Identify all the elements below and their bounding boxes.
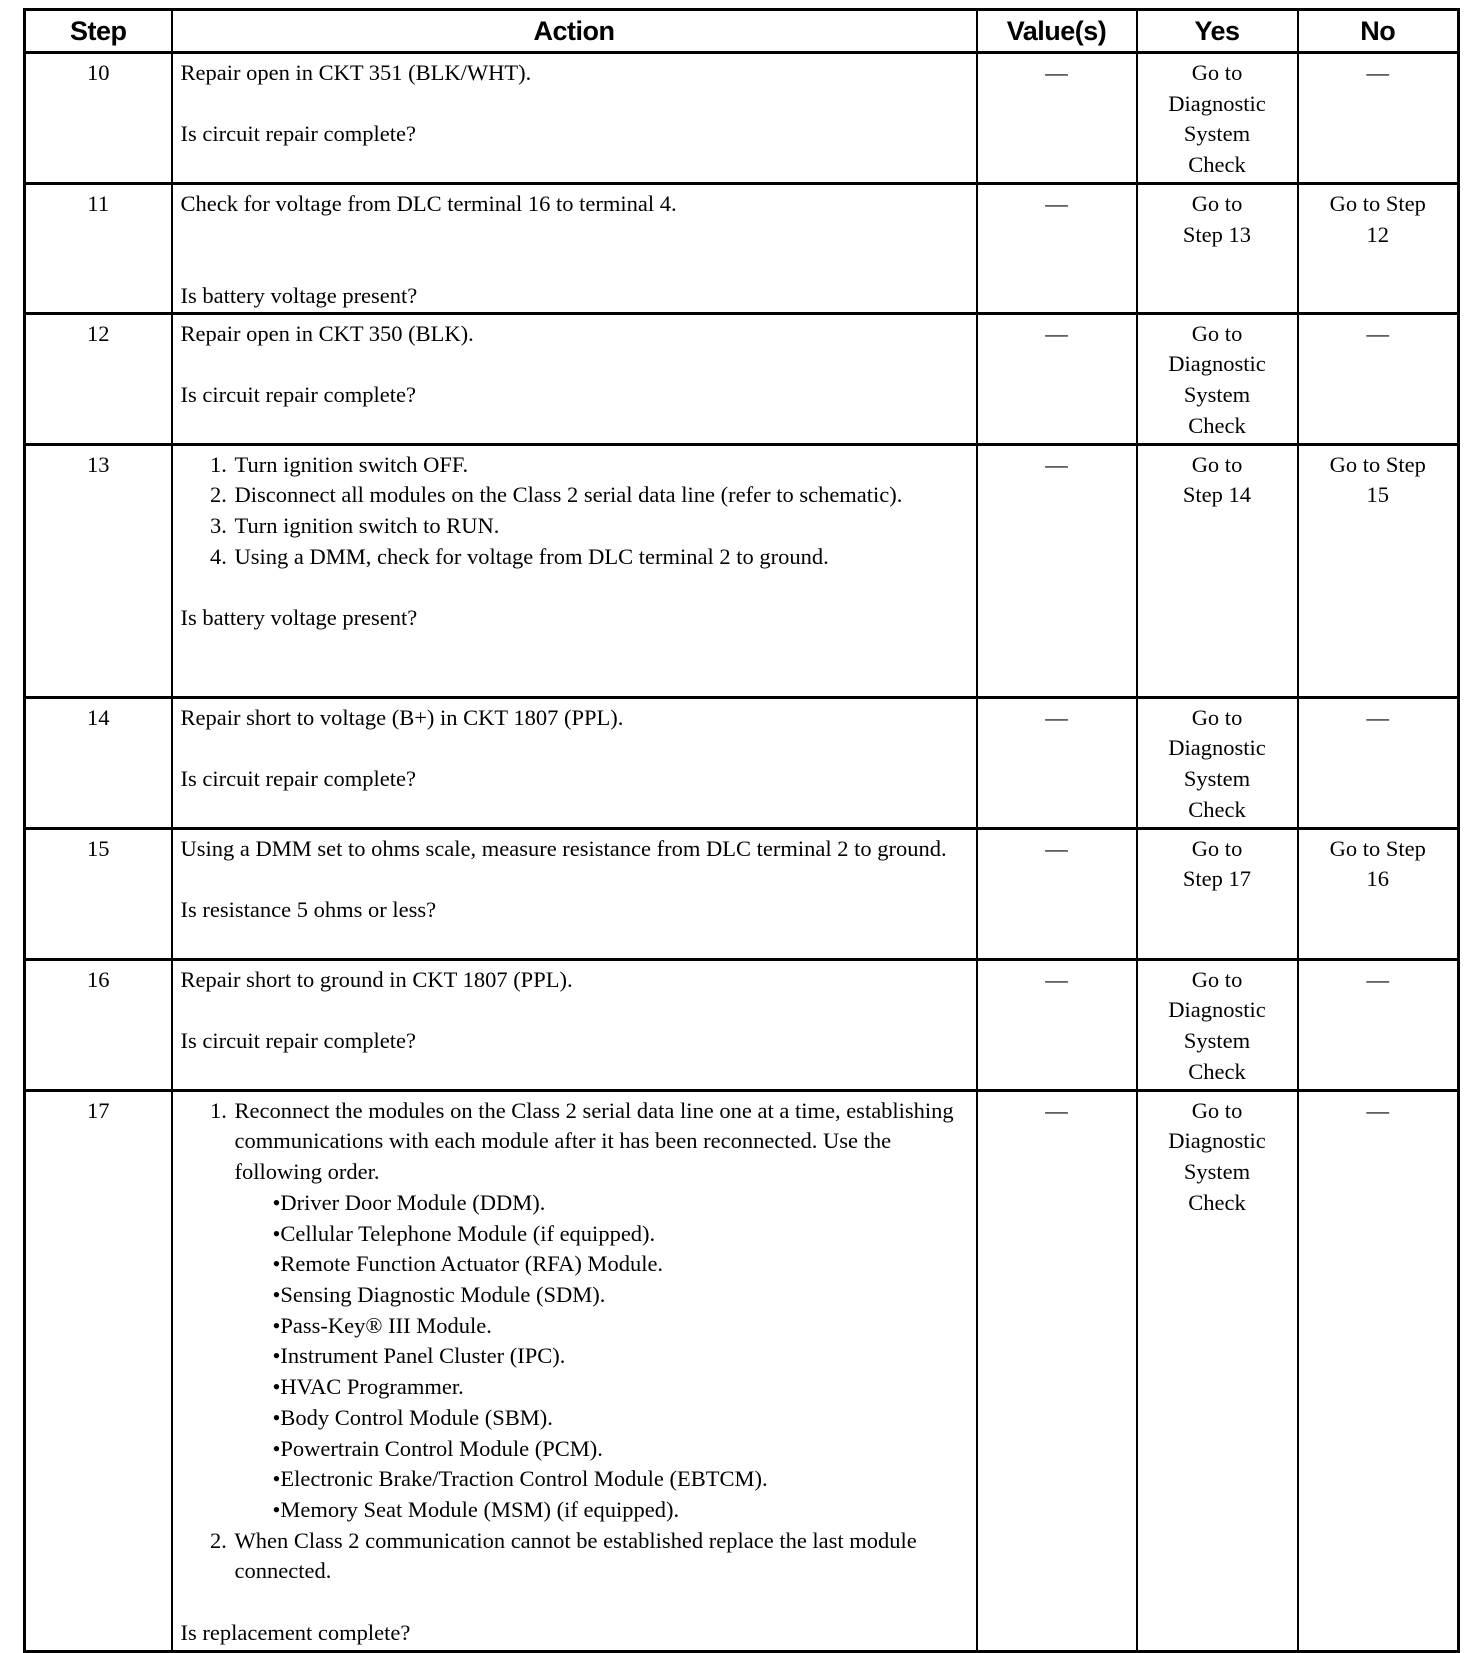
value-cell: — [977,828,1137,959]
yes-line: Step 14 [1182,482,1252,508]
table-row [25,1090,1459,1651]
yes-cell [1137,53,1298,184]
step-number: 17 [25,1090,172,1651]
module-item: • Sensing Diagnostic Module (SDM). [271,1280,966,1311]
action-steps [181,1096,966,1587]
module-item: • Electronic Brake/Traction Control Module (EBTCM). [271,1464,966,1495]
question-text: Is replacement complete? [180,1619,411,1645]
action-step: 2. When Class 2 communication cannot be established replace the last module connected. [233,1526,966,1587]
header-values: Value(s) [977,10,1137,53]
module-item: • HVAC Programmer. [271,1372,966,1403]
action-text: Repair open in CKT 350 (BLK). [180,320,474,346]
yes-line: System [1183,1159,1251,1185]
no-cell: — [1298,313,1459,444]
table-row [25,53,1459,184]
yes-line: Check [1188,1189,1246,1215]
header-no: No [1298,10,1459,53]
value-cell: — [977,184,1137,314]
value-cell: — [977,53,1137,184]
action-step [233,1096,966,1526]
action-cell [172,184,977,314]
header-row [25,10,1459,53]
header-yes: Yes [1137,10,1298,53]
module-item: • Cellular Telephone Module (if equipped). [271,1219,966,1250]
yes-cell [1137,828,1298,959]
question-text: Is circuit repair complete? [180,121,417,147]
module-item: • Powertrain Control Module (PCM). [271,1434,966,1465]
yes-line: Diagnostic [1168,351,1266,377]
action-cell [172,313,977,444]
value-cell: — [977,444,1137,697]
yes-line: Check [1188,796,1246,822]
yes-cell [1137,184,1298,314]
yes-line: Check [1188,412,1246,438]
yes-line: Go to [1191,320,1243,346]
yes-cell [1137,959,1298,1090]
module-item: • Body Control Module (SBM). [271,1403,966,1434]
module-item: • Driver Door Module (DDM). [271,1188,966,1219]
action-cell [172,959,977,1090]
yes-cell [1137,444,1298,697]
yes-line: System [1183,1028,1251,1054]
yes-line: Go to [1191,451,1243,477]
yes-line: Go to [1191,60,1243,85]
question-text: Is circuit repair complete? [180,382,417,408]
value-cell: — [977,313,1137,444]
step-number: 16 [25,959,172,1090]
table-row [25,828,1459,959]
yes-cell [1137,697,1298,828]
yes-line: Diagnostic [1168,735,1266,761]
action-cell [172,697,977,828]
yes-line: Step 17 [1182,866,1252,892]
yes-line: Go to [1191,1097,1243,1123]
value-cell: — [977,697,1137,828]
yes-line: Check [1188,1058,1246,1084]
step-number: 14 [25,697,172,828]
header-step: Step [25,10,172,53]
action-step: 4. Using a DMM, check for voltage from DLC terminal 2 to ground. [233,542,966,573]
action-text: Check for voltage from DLC terminal 16 to terminal 4. [180,191,677,216]
table-row [25,697,1459,828]
yes-line: Diagnostic [1168,1128,1266,1154]
question-text: Is resistance 5 ohms or less? [180,897,437,923]
action-text: Repair short to voltage (B+) in CKT 1807 (PPL). [180,704,624,730]
module-item: • Memory Seat Module (MSM) (if equipped). [271,1495,966,1526]
module-item: • Remote Function Actuator (RFA) Module. [271,1249,966,1280]
question-text: Is battery voltage present? [180,605,418,631]
yes-line: System [1183,382,1251,408]
no-cell: — [1298,959,1459,1090]
table-row [25,444,1459,697]
yes-line: Go to [1191,704,1243,730]
question-text: Is battery voltage present? [180,283,418,309]
no-cell: — [1298,53,1459,184]
yes-cell [1137,313,1298,444]
yes-line: System [1183,766,1251,792]
no-cell: Go to Step 15 [1298,444,1459,697]
action-step-text: Reconnect the modules on the Class 2 serial data line one at a time, establishing communications with each module after it has been reconnected. Use the following order. [234,1097,954,1185]
action-cell [172,1090,977,1651]
step-number: 13 [25,444,172,697]
value-cell: — [977,959,1137,1090]
no-cell: Go to Step 16 [1298,828,1459,959]
action-cell [172,53,977,184]
yes-line: Diagnostic [1168,997,1266,1023]
no-cell: — [1298,697,1459,828]
yes-line: System [1183,121,1251,147]
diagnostic-table [23,8,1460,1653]
yes-line: Diagnostic [1168,90,1266,116]
action-cell [172,828,977,959]
action-step: 2. Disconnect all modules on the Class 2 serial data line (refer to schematic). [233,480,966,511]
action-text: Repair short to ground in CKT 1807 (PPL). [180,966,573,992]
question-text: Is circuit repair complete? [180,1028,417,1054]
question-text: Is circuit repair complete? [180,766,417,792]
value-cell: — [977,1090,1137,1651]
action-step: 1. Turn ignition switch OFF. [233,450,966,481]
yes-line: Step 13 [1182,221,1252,247]
module-item: • Instrument Panel Cluster (IPC). [271,1341,966,1372]
action-text: Repair open in CKT 351 (BLK/WHT). [180,60,532,85]
yes-cell [1137,1090,1298,1651]
yes-line: Check [1188,152,1246,178]
step-number: 10 [25,53,172,184]
table-row [25,184,1459,314]
action-step: 3. Turn ignition switch to RUN. [233,511,966,542]
step-number: 15 [25,828,172,959]
action-text: Using a DMM set to ohms scale, measure resistance from DLC terminal 2 to ground. [180,835,947,861]
no-cell: Go to Step 12 [1298,184,1459,314]
step-number: 12 [25,313,172,444]
header-action: Action [172,10,977,53]
action-steps [181,450,966,573]
step-number: 11 [25,184,172,314]
yes-line: Go to [1191,191,1243,216]
module-item: • Pass-Key® III Module. [271,1311,966,1342]
yes-line: Go to [1191,835,1243,861]
table-row [25,959,1459,1090]
table-row [25,313,1459,444]
yes-line: Go to [1191,966,1243,992]
module-list [235,1188,966,1526]
action-cell [172,444,977,697]
no-cell: — [1298,1090,1459,1651]
